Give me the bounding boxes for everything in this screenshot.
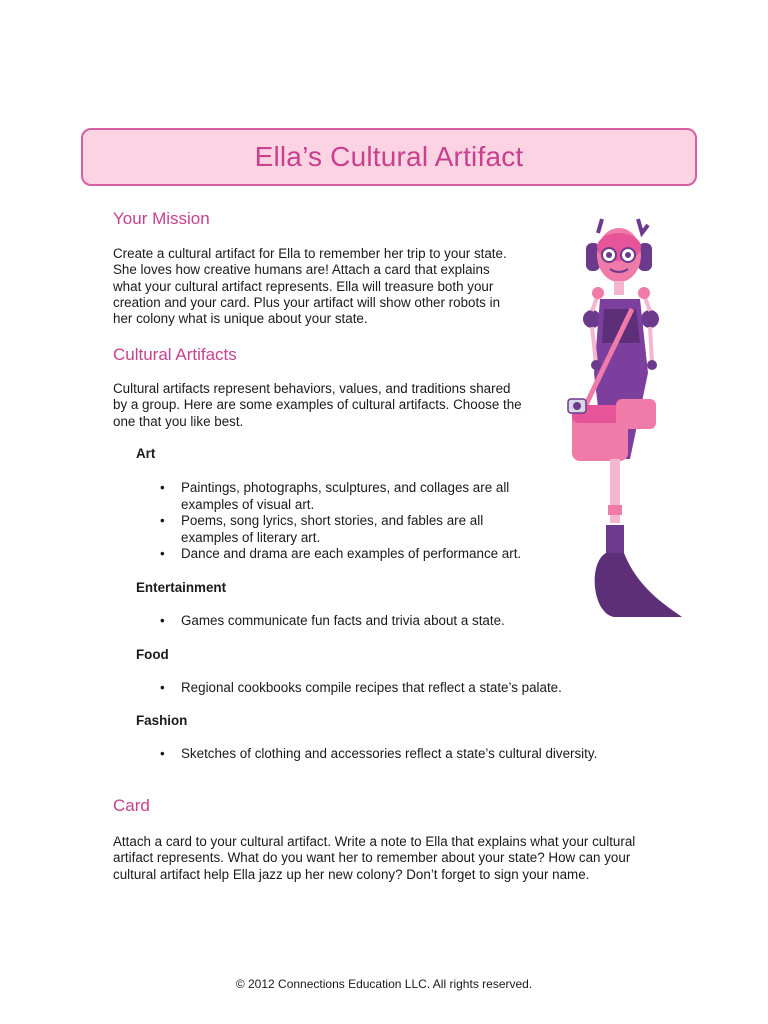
artifacts-heading: Cultural Artifacts bbox=[113, 345, 237, 364]
artifacts-line: one that you like best. bbox=[113, 413, 244, 429]
page-title: Ella’s Cultural Artifact bbox=[254, 141, 524, 172]
card-paragraph bbox=[113, 834, 635, 883]
mission-line: what your cultural artifact represents. Ella will treasure both your bbox=[113, 278, 494, 294]
list-item: • Regional cookbooks compile recipes that reflect a state’s palate. bbox=[160, 680, 630, 697]
list-item: • Poems, song lyrics, short stories, and fables are all examples of literary art. bbox=[160, 513, 530, 546]
art-list bbox=[160, 480, 530, 563]
fashion-list bbox=[160, 746, 660, 763]
category-fashion: Fashion bbox=[136, 713, 188, 728]
category-food: Food bbox=[136, 647, 169, 662]
category-art: Art bbox=[136, 446, 156, 461]
list-item: • Paintings, photographs, sculptures, and collages are all examples of visual art. bbox=[160, 480, 530, 513]
mission-paragraph bbox=[113, 246, 507, 327]
category-entertainment: Entertainment bbox=[136, 580, 227, 595]
robot-ella-illustration bbox=[558, 213, 688, 619]
card-line: Attach a card to your cultural artifact. Write a note to Ella that explains what your cultural bbox=[113, 834, 636, 849]
mission-heading: Your Mission bbox=[113, 209, 210, 228]
card-line: artifact represents. What do you want her to remember about your state? How can your bbox=[113, 850, 631, 866]
card-line: cultural artifact help Ella jazz up her new colony? Don’t forget to sign your name. bbox=[113, 866, 590, 882]
list-item: • Games communicate fun facts and trivia about a state. bbox=[160, 613, 630, 630]
artifacts-line: by a group. Here are some examples of cultural artifacts. Choose the bbox=[113, 397, 522, 413]
list-item: • Sketches of clothing and accessories reflect a state’s cultural diversity. bbox=[160, 746, 660, 763]
list-item: • Dance and drama are each examples of performance art. bbox=[160, 546, 530, 563]
copyright-footer: © 2012 Connections Education LLC. All rights reserved. bbox=[235, 977, 533, 991]
card-heading: Card bbox=[113, 796, 150, 815]
mission-line: her colony what is unique about your state. bbox=[113, 311, 368, 327]
title-banner bbox=[81, 128, 697, 186]
mission-line: creation and your card. Plus your artifact will show other robots in bbox=[113, 294, 501, 310]
mission-line: Create a cultural artifact for Ella to remember her trip to your state. bbox=[113, 246, 507, 261]
artifacts-line: Cultural artifacts represent behaviors, values, and traditions shared bbox=[113, 381, 511, 396]
mission-line: She loves how creative humans are! Attach a card that explains bbox=[113, 262, 490, 278]
artifacts-paragraph bbox=[113, 381, 522, 430]
food-list bbox=[160, 680, 630, 697]
